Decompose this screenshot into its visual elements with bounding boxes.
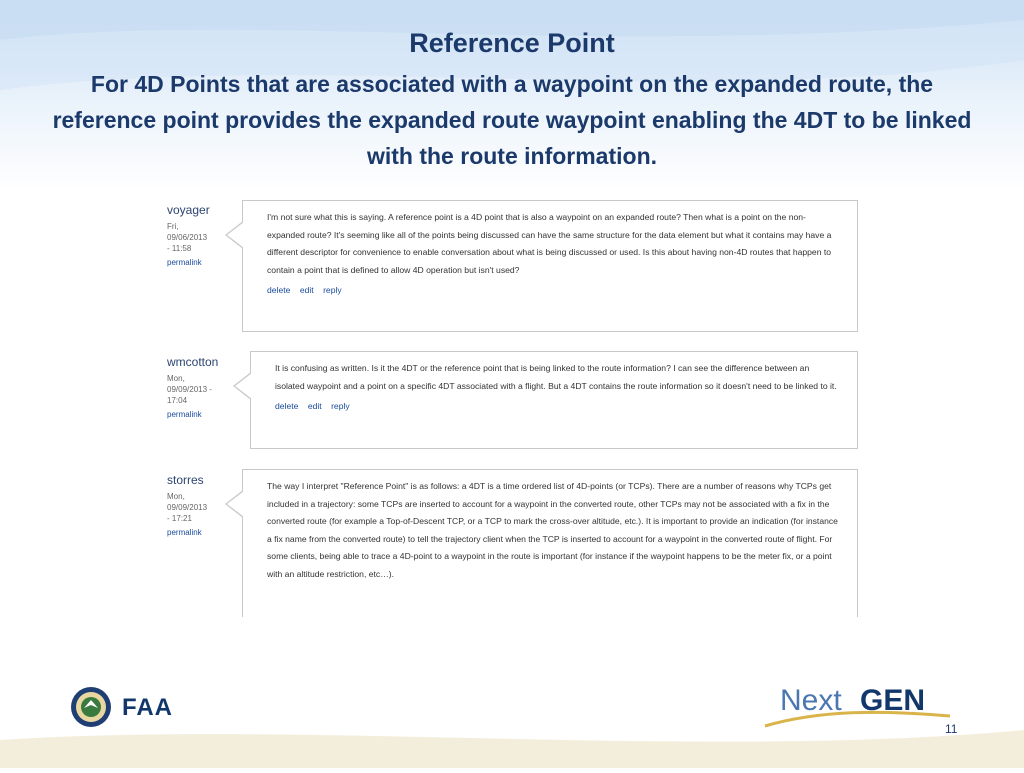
cropped-actions (267, 589, 839, 595)
comment-body: The way I interpret "Reference Point" is as follows: a 4DT is a time ordered list of 4D-points (or TCPs). There are a number of reasons why TCPs get included in a trajectory: some TCPs are inserted to account for a waypoint in the converted route, other TCPs may not be associated with a fix in the converted route (for example a Top-of-Descent TCP, or a TCP to mark the cross-over altitude, etc.). It is important to provide an indication (for instance a fix name from the converted route) to tell the trajectory client when the TCP is inserted to account for a waypoint in the converted route of flight. For some clients, being able to trace a 4D-point to a waypoint in the route is important (for instance if the waypoint happens to be the meter fix, or a point with an altitude restriction, etc…). (267, 481, 838, 579)
comment-date: - 17:21 (167, 514, 192, 523)
faa-logo (70, 686, 190, 728)
edit-link[interactable]: edit (307, 401, 322, 411)
reply-link[interactable]: reply (323, 285, 342, 295)
delete-link[interactable]: delete (275, 401, 299, 411)
comment-date: 09/06/2013 (167, 233, 208, 242)
delete-link[interactable]: delete (267, 285, 291, 295)
comment-body: It is confusing as written. Is it the 4DT or the reference point that is being linked to the route information? I can see the difference between an isolated waypoint and a point on a specific 4DT associated with a flight. But a 4DT contains the route information so it doesn't need to be linked to it. (275, 363, 837, 391)
nextgen-wordmark-gen: GEN (860, 684, 926, 717)
comment-meta (167, 355, 237, 419)
permalink-link[interactable]: permalink (167, 528, 202, 537)
permalink-link[interactable]: permalink (167, 410, 202, 419)
nextgen-wordmark-next: Next (780, 684, 842, 717)
comment-body: I'm not sure what this is saying. A reference point is a 4D point that is also a waypoint on an expanded route? Then what is a point on the non-expanded route? It's seeming like all of the points being discussed can have the same structure for the data element but what it contains may have a different descriptor for convenience to enable conversation about what is being discussed or used. Is this about having non-4D routes that happen to contain a point that is defined to allow 4D operation but isn't used? (267, 212, 832, 275)
comment-bubble (242, 200, 858, 332)
comment-actions (275, 401, 839, 411)
faa-wordmark: FAA (122, 694, 173, 721)
comment-date: Mon, (167, 374, 185, 383)
comment-date: - 11:58 (167, 244, 192, 253)
comment-date: 09/09/2013 (167, 503, 208, 512)
slide-subtitle: For 4D Points that are associated with a waypoint on the expanded route, the reference point provides the expanded route waypoint enabling the 4DT to be linked with the route information. (52, 71, 972, 169)
comment-author[interactable]: wmcotton (167, 355, 219, 369)
permalink-link[interactable]: permalink (167, 258, 202, 267)
edit-link[interactable]: edit (299, 285, 314, 295)
comment-author[interactable]: storres (167, 473, 204, 487)
slide-title: Reference Point (409, 28, 615, 58)
comment-date: Mon, (167, 492, 185, 501)
reply-link[interactable]: reply (331, 401, 350, 411)
forum-screenshot (160, 195, 860, 617)
nextgen-logo (760, 680, 960, 730)
comment-bubble (250, 351, 858, 449)
comment-date: 09/09/2013 - (167, 385, 212, 394)
page-number: 11 (945, 722, 958, 736)
comment-date: Fri, (167, 222, 179, 231)
comment-actions (267, 285, 839, 295)
faa-seal-icon (70, 686, 112, 728)
comment-author[interactable]: voyager (167, 203, 210, 217)
comment-bubble (242, 469, 858, 617)
comment-date: 17:04 (167, 396, 188, 405)
